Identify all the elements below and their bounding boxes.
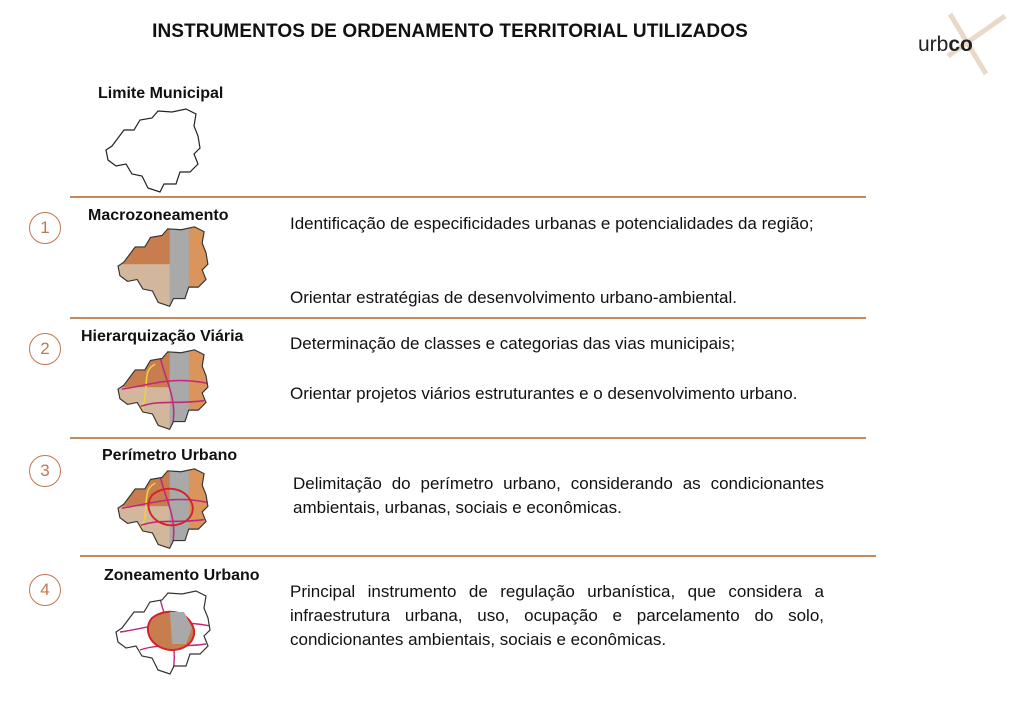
step-3-desc-1: Delimitação do perímetro urbano, considerando as condicionantes ambientais, urbanas, sociais e econômicas. [293,474,824,517]
step-3-label: Perímetro Urbano [102,447,238,464]
step-3-number: 3 [29,455,61,487]
step-4-label: Zoneamento Urbano [104,567,260,584]
divider-3 [70,437,866,439]
step-4-number: 4 [29,574,61,606]
step-2-desc-2: Orientar projetos viários estruturantes e o desenvolvimento urbano. [290,384,798,403]
step-2-desc-1: Determinação de classes e categorias das vias municipais; [290,334,736,353]
step-4-desc-1: Principal instrumento de regulação urbanística, que considera a infraestrutura urbana, uso, ocupação e parcelamento do solo, condicionantes ambientais, sociais e econômicas. [290,582,824,649]
urban-perimeter-map [108,466,216,554]
step-2-label: Hierarquização Viária [81,328,244,345]
urbco-logo [900,12,1010,82]
municipal-limit-map [98,106,206,198]
divider-4 [80,555,876,557]
step-1-label: Macrozoneamento [88,207,229,224]
divider-1 [70,196,866,198]
road-hierarchy-map [108,347,216,435]
divider-2 [70,317,866,319]
page-title: INSTRUMENTOS DE ORDENAMENTO TERRITORIAL UTILIZADOS [152,21,748,42]
urban-zoning-map [108,588,216,680]
step-1-desc-2: Orientar estratégias de desenvolvimento urbano-ambiental. [290,288,737,307]
step-1-desc-1: Identificação de especificidades urbanas e potencialidades da região; [290,214,814,233]
step-1-number: 1 [29,212,61,244]
step-2-number: 2 [29,333,61,365]
limit-label: Limite Municipal [98,85,224,102]
macrozoning-map [108,224,216,312]
logo-text: urbco [918,33,973,56]
